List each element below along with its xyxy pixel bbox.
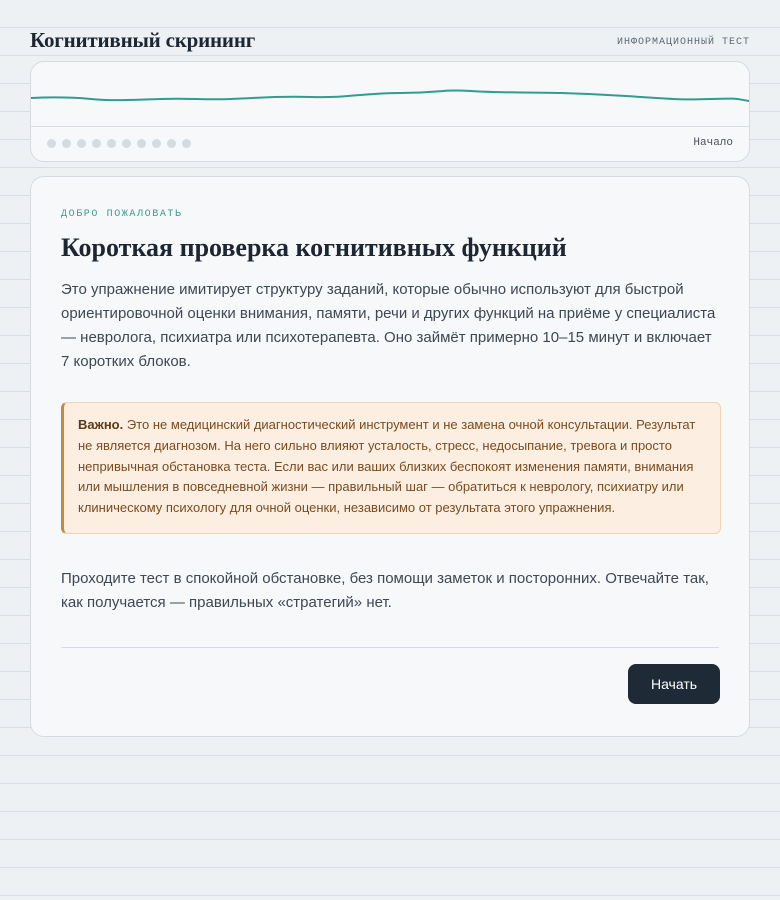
progress-step-dot <box>137 139 146 148</box>
progress-wave-line <box>31 90 749 101</box>
progress-panel <box>30 61 750 162</box>
progress-steps <box>47 139 197 149</box>
disclaimer-label: Важно. <box>78 417 124 432</box>
progress-step-dot <box>182 139 191 148</box>
intro-card <box>30 176 750 737</box>
progress-step-dot <box>77 139 86 148</box>
app-title: Когнитивный скрининг <box>30 28 256 52</box>
progress-step-dot <box>152 139 161 148</box>
disclaimer-text: Это не медицинский диагностический инструмент и не замена очной консультации. Результат не является диагнозом. На него сильно влияют усталость, стресс, недосыпание, тревога и просто непривычная обстановка теста. Если вас или ваших близких беспокоят изменения памяти, внимания или мышления в повседневной жизни — правильный шаг — обратиться к неврологу, психиатру или клиническому психологу для очной оценки, независимо от результата этого упражнения. <box>78 417 696 516</box>
progress-step-dot <box>167 139 176 148</box>
progress-stage-label: Начало <box>693 137 733 149</box>
progress-wave <box>31 62 749 126</box>
progress-divider <box>31 126 749 127</box>
app-tag: ИНФОРМАЦИОННЫЙ ТЕСТ <box>616 37 750 48</box>
footer-divider <box>61 647 719 648</box>
welcome-eyebrow: ДОБРО ПОЖАЛОВАТЬ <box>61 209 183 220</box>
header <box>30 28 750 52</box>
progress-step-dot <box>92 139 101 148</box>
progress-step-dot <box>47 139 56 148</box>
start-button[interactable]: Начать <box>628 664 720 704</box>
intro-paragraph: Это упражнение имитирует структуру заданий, которые обычно используют для быстрой ориентировочной оценки внимания, памяти, речи и других функций на приёме у специалиста — невролога, психиатра или психотерапевта. Оно займёт примерно 10–15 минут и включает 7 коротких блоков. <box>61 281 716 370</box>
page-title: Короткая проверка когнитивных функций <box>61 233 567 262</box>
progress-step-dot <box>62 139 71 148</box>
progress-step-dot <box>122 139 131 148</box>
disclaimer-box <box>61 402 721 534</box>
progress-step-dot <box>107 139 116 148</box>
instructions-paragraph: Проходите тест в спокойной обстановке, без помощи заметок и посторонних. Отвечайте так, как получается — правильных «стратегий» нет. <box>61 570 709 611</box>
